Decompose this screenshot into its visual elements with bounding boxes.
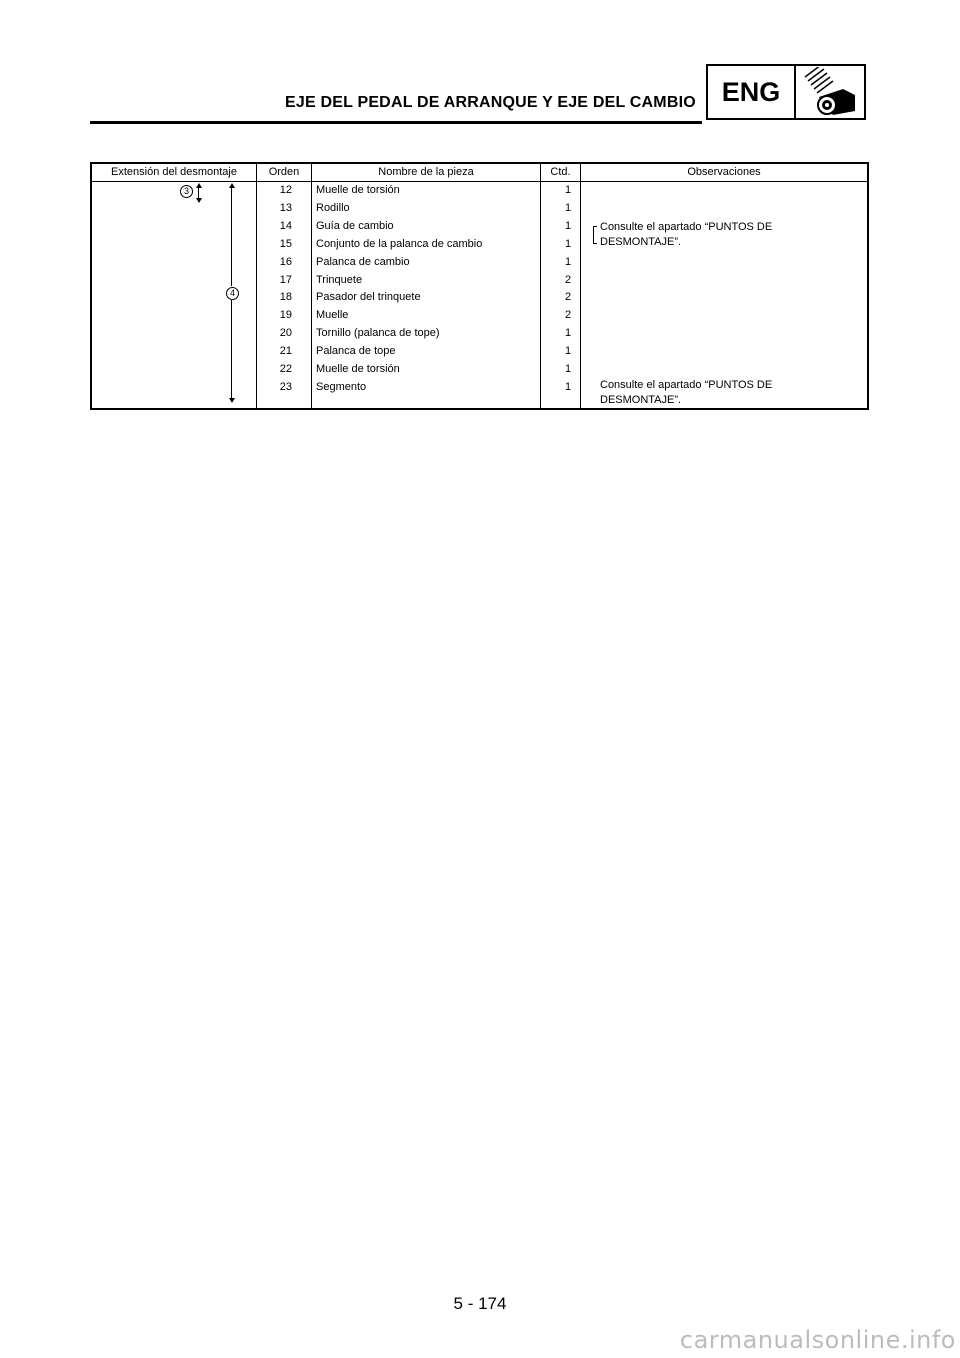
row-order: 20 [279,327,292,340]
column-header-extent: Extensión del desmontaje [111,166,237,178]
range-arrow-up [196,183,202,188]
row-order: 19 [279,309,292,322]
range-line [231,300,232,399]
remark-text [600,378,772,408]
row-qty: 1 [564,380,572,393]
row-part-name: Guía de cambio [316,219,394,232]
column-divider [540,164,541,408]
row-part-name: Segmento [316,380,367,393]
row-order: 14 [279,219,292,232]
row-order: 18 [279,291,292,304]
range-arrow-down [196,198,202,203]
header-divider [92,181,867,182]
row-part-name: Muelle de torsión [316,184,400,196]
row-qty: 1 [564,363,572,375]
remark-line: Consulte el apartado “PUNTOS DE [600,221,773,233]
column-divider [311,164,312,408]
row-order: 13 [279,201,292,214]
column-header-remarks: Observaciones [687,166,761,178]
row-part-name: Muelle [316,309,349,322]
column-divider [580,164,581,408]
row-order: 22 [279,363,292,375]
row-qty: 1 [564,327,572,340]
row-order: 21 [279,345,292,358]
column-header-part-name: Nombre de la pieza [378,166,474,178]
row-order: 12 [279,184,292,196]
section-badge [706,64,866,120]
remark-bracket [593,226,597,244]
row-part-name: Rodillo [316,201,350,214]
engine-icon [796,66,864,118]
watermark: carmanualsonline.info [679,1326,956,1354]
row-qty: 1 [564,255,572,268]
remark-line: DESMONTAJE”. [600,394,682,406]
page-number: 5 - 174 [453,1294,507,1313]
row-qty: 1 [564,201,572,214]
range-arrow-up [229,183,235,188]
row-part-name: Muelle de torsión [316,363,400,375]
parts-table [90,162,869,410]
remark-line: DESMONTAJE”. [600,236,682,248]
range-line [231,188,232,286]
column-header-qty: Ctd. [550,166,571,178]
row-part-name: Pasador del trinquete [316,291,421,304]
range-arrow-down [229,398,235,403]
range-label: 3 [180,185,193,198]
row-qty: 1 [564,237,572,250]
header-rule [90,121,702,124]
row-part-name: Tornillo (palanca de tope) [316,327,440,340]
page-title: EJE DEL PEDAL DE ARRANQUE Y EJE DEL CAMBIO [285,94,696,111]
row-qty: 1 [564,184,572,196]
remark-text [600,220,772,250]
row-part-name: Palanca de tope [316,345,396,358]
row-qty: 1 [564,219,572,232]
row-qty: 1 [564,345,572,358]
row-order: 16 [279,255,292,268]
row-part-name: Conjunto de la palanca de cambio [316,237,483,250]
row-qty: 2 [564,291,572,304]
row-order: 17 [279,273,292,286]
row-part-name: Palanca de cambio [316,255,410,268]
range-label: 4 [226,287,239,300]
row-qty: 2 [564,309,572,322]
row-part-name: Trinquete [316,273,363,286]
row-order: 23 [279,380,292,393]
row-order: 15 [279,237,292,250]
column-divider [256,164,257,408]
section-badge-label: ENG [708,66,796,118]
column-header-order: Orden [268,166,300,178]
remark-line: Consulte el apartado “PUNTOS DE [600,379,773,391]
row-qty: 2 [564,273,572,286]
